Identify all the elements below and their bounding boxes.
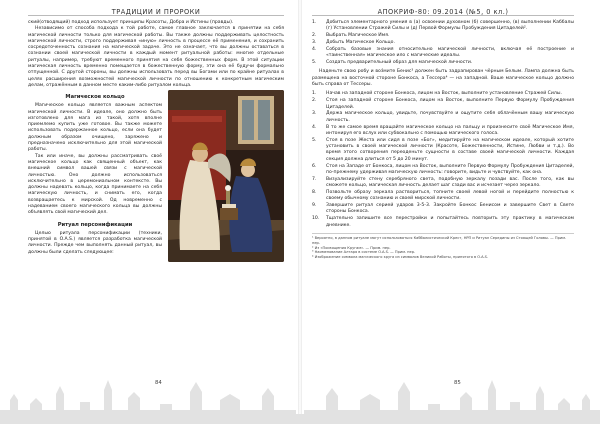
paragraph: Магическое кольцо является важным аспектом магической личности. В идеале, оно должно быть изготовлено для мага из такой, хотя вполне приемлемо купить уже готовое. Вы также можете использовать подержанное кольцо, если она будет должным образом очищено, заряжено и предназначено исключительно для этой магической работы. (28, 103, 162, 153)
item-text: Позвольте образу зеркала раствориться, топните своей левой ногой и перейдите полностью к своему обычному сознанию и своей мирской личности. (326, 189, 574, 202)
item-number: 5. (312, 60, 317, 66)
list-item (312, 20, 574, 33)
item-text: Визуализируйте стену серебряного света, подобную зеркалу позади вас. После того, как вы сможете кольцо, магическая личность делает шаг сзади вас и исчезает через зеркало. (326, 176, 574, 189)
list-item (312, 190, 574, 203)
item-number: 5. (312, 137, 317, 143)
list-item (312, 91, 574, 97)
item-text: Собрать базовые знания относительно магической личности, включая её построение и «таинственная» магическое ило с магические идеалы. (326, 46, 574, 59)
list-item (312, 47, 574, 60)
item-number: 8. (312, 189, 317, 195)
list-item (312, 111, 574, 124)
footnote: ¹ Вероятно, в данном ритуале могут использоваться Каббалистический Крест, НРП и Ритуал Середины из Стоящей Головы. — Прим. пер. (312, 235, 567, 245)
item-number: 10. (312, 216, 320, 222)
item-number: 4. (312, 124, 317, 130)
city-skyline-decoration (0, 364, 600, 424)
item-number: 7. (312, 176, 317, 182)
paragraph: Так или иначе, вы должны рассматривать своё магическое кольцо как священный объект, как внешний символ вашей связи с магической личностью. Оно должно использоваться исключительно в церемониальном контексте. Вы должны надевать кольцо, когда принимаете на себя магическую личность, и снимать его, когда возвращаетесь к мирской. Од новременно с надеванием своего магического кольца вы должны объявлять свой магический дел. (28, 153, 162, 216)
item-text: Стоя на Западе от Бонкоса, лицом на Восток, выполните Первую Формулу Пробуждения Цитаделей, по-прежнему удерживая магическую личность: говорите, видьте и чувствуйте, как она. (326, 163, 574, 175)
item-number: 9. (312, 203, 317, 209)
item-text: Выбрать Магическое Имя. (326, 33, 390, 39)
painting-image (168, 90, 284, 262)
footnote: ⁴ Изображение символа магического круга из символов Великой Работы, принятого в O.A.S. (312, 255, 489, 260)
section-title-ring: Магическое кольцо (65, 94, 125, 101)
item-text: В то же самое время вращайте магическое кольцо на пальцу и произнесите своё Магическое Имя, интонируя его вслух или субвокально с помощью магического голоса. (326, 124, 574, 136)
left-column-text (28, 89, 162, 262)
item-text: Тщательно запишите все перестройки и попытайтесь повторить эту практику в магическом дневнике. (326, 216, 574, 228)
item-text: Держа магическое кольцо, увидьте, почувствуйте и ощутите себя облачённым вашу магическую личность. (326, 111, 574, 123)
item-text: Добыть Магическое Кольцо. (326, 40, 395, 46)
item-number: 4. (312, 46, 317, 52)
paragraph: ский(отводящий) подход использует принципы Красоты, Добра и Истины (правды). (28, 20, 234, 25)
left-running-head: ТРАДИЦИИ И ПРОРОКИ (111, 8, 201, 16)
list-item (312, 60, 574, 66)
paragraph: Независимо от способа подхода к той работе, самое главное заключается в принятии на себя магической личности только для магической работы. Вы также должны поддерживать целостность магической личности, строго поддерживая «иную» личность в процессе её применения, и сохранить сосредоточенность сознания на магической задаче. Это не означает, что вы должны оставаться в сознании своей магической личности в каждый момент ритуальной работы: многие отдельные ритуалы, например, требуют временного принятия на себя божественных форм. В этой ситуации магическая личность временно помещается в божественную форму, эти она её будучи формально отпущенной. С другой стороны, вы должны использовать перед вы Богами или по крайне ритуалах в целях расширения возможностей магической личности по отношению к конкретным магическим делам, отражённым в данном месте каким-либо ритуалом кольца. (28, 26, 284, 88)
footnotes (312, 233, 574, 260)
left-page (0, 0, 290, 424)
item-number: 2. (312, 98, 317, 104)
right-page (304, 0, 600, 424)
book-gutter (298, 0, 302, 424)
left-two-column (28, 89, 284, 262)
list-item (312, 98, 574, 111)
item-number: 6. (312, 163, 317, 169)
list-item (312, 125, 574, 138)
left-page-number: 84 (155, 380, 162, 386)
preparation-list (312, 20, 574, 66)
instruction-paragraph: Наденьте свою робу и воз́мите Бенис³ должен быть задрапирован чёрным Белым. Лампа должна быть размещена на восточной стороне Бонкоса, а Тессера⁴ — на западной. Ваше магическое кольцо должно быть справа от Тессеры. (312, 69, 574, 88)
paragraph: Целью ритуала персонификации (техники, принятой в O.A.S.) является разработка магической личности. Прежде чем выполнять данный ритуал, вы должны были сделать следующее: (28, 230, 162, 255)
item-number: 1. (312, 91, 317, 97)
footnote: ³ Наименование Алтаря в системе O.A.S. — Прим. пер. (312, 250, 416, 255)
annunciation-painting (168, 90, 284, 262)
item-number: 2. (312, 33, 317, 39)
footnote: ² Из «Посвящения Кругам». — Прим. пер. (312, 245, 391, 250)
item-text: Начав на западной стороне Бонкоса, лицом на Восток, выполните установление Стражей Силы. (326, 91, 562, 97)
list-item (312, 216, 574, 229)
left-intro (28, 20, 284, 89)
item-text: Завершите ритуал серией ударов 3-5-3. Закройте Бонкос Бенисом и завершите Свет в Свете стороны Бонкоса. (326, 203, 574, 215)
list-item (312, 40, 574, 46)
list-item (312, 203, 574, 216)
item-number: 3. (312, 40, 317, 46)
right-running-head: АПОКРИФ-80: 09.2014 (№5, 0 кл.) (377, 8, 509, 16)
item-text: Добиться элементарного умения в (а) освоении духовном (б) совершенно, (в) выполнении Каббалы (г) Установлении Стражей Силы и (д) Первой Формулы Пробуждения Цитаделей². (326, 20, 574, 32)
list-item (312, 177, 574, 190)
ritual-steps-list (312, 91, 574, 229)
item-text: Создать предварительный образ для магической личности. (326, 60, 473, 66)
right-page-number: 85 (454, 380, 461, 386)
list-item (312, 33, 574, 39)
list-item (312, 138, 574, 163)
item-number: 1. (312, 20, 317, 25)
item-text: Стоя в позе Жеста или сидя в позе «Бог», медитируйте на магическом идеале, который хотите установить в своей магической личности (Красоте, Божественности, Истине, Любви и т.д.). Во время этого сотворения переоденьте сущности в составе своей магической личности. Каждая секция должна длиться от 5 до 20 минут. (326, 137, 574, 162)
list-item (312, 164, 574, 177)
item-number: 3. (312, 111, 317, 117)
section-title-ritual: Ритуал персонификации (57, 221, 133, 228)
item-text: Стоя на западной стороне Бонкоса, лицом на Восток, выполните Первую Формулу Пробуждения Цитаделей. (326, 98, 574, 110)
